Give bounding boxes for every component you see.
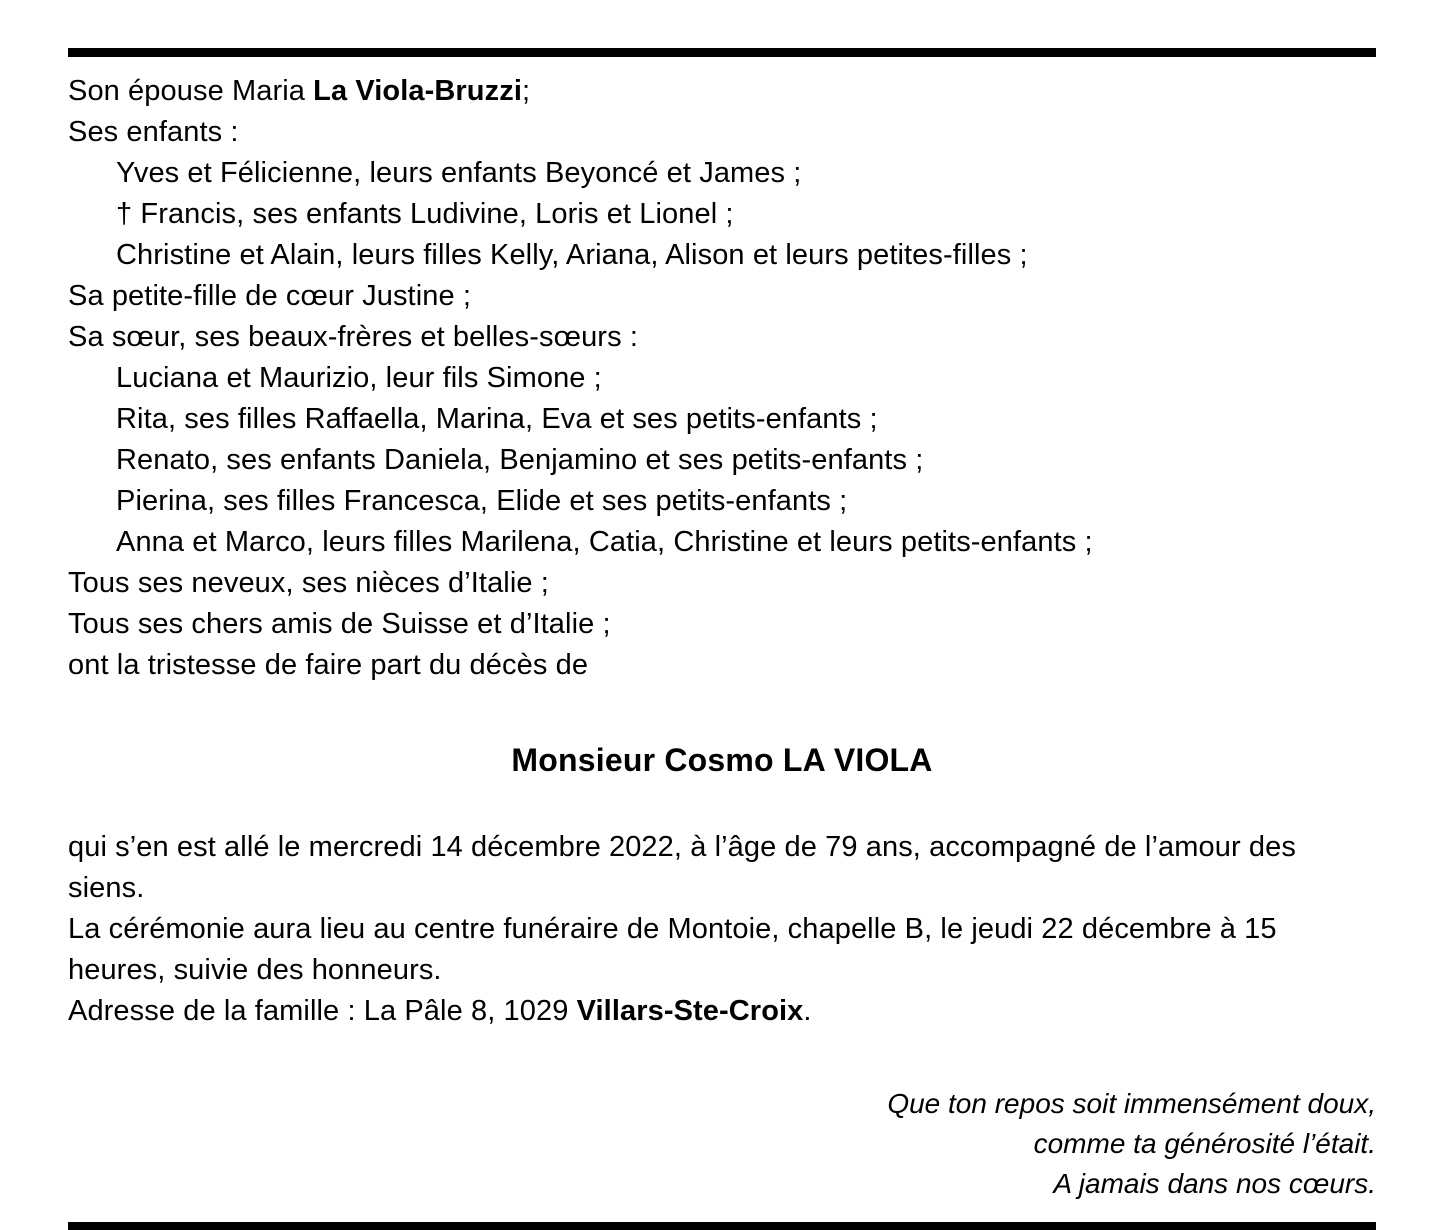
announcement-text: Adresse de la famille : La Pâle 8, 1029 (68, 995, 577, 1027)
family-line (68, 358, 1376, 399)
epitaph (68, 1084, 1376, 1204)
announcement-tail: . (803, 995, 812, 1027)
family-list (68, 71, 1376, 686)
announcement-text: La cérémonie aura lieu au centre funéraire de Montoie, chapelle B, le jeudi 22 décembre à 15 heures, suivie des honneurs. (68, 913, 1285, 986)
announcement-line (68, 827, 1376, 909)
family-line-text: Ses enfants : (68, 116, 239, 148)
announcement-line (68, 991, 1376, 1032)
family-line-text: † Francis, ses enfants Ludivine, Loris et Lionel ; (116, 198, 734, 230)
family-line (68, 112, 1376, 153)
family-line (68, 153, 1376, 194)
family-line-text: Rita, ses filles Raffaella, Marina, Eva et ses petits-enfants ; (116, 403, 878, 435)
deceased-name: Monsieur Cosmo LA VIOLA (511, 742, 933, 778)
family-line-text: ont la tristesse de faire part du décès de (68, 649, 589, 681)
epitaph-line: Que ton repos soit immensément doux, (887, 1088, 1376, 1119)
epitaph-line: A jamais dans nos cœurs. (1053, 1168, 1376, 1199)
family-line (68, 317, 1376, 358)
family-line (68, 399, 1376, 440)
family-line (68, 71, 1376, 112)
family-line-text: Luciana et Maurizio, leur fils Simone ; (116, 362, 602, 394)
family-line (68, 194, 1376, 235)
family-line-text: Tous ses chers amis de Suisse et d’Italie ; (68, 608, 611, 640)
family-line-text: Sa petite-fille de cœur Justine ; (68, 280, 472, 312)
family-line-text: Renato, ses enfants Daniela, Benjamino et ses petits-enfants ; (116, 444, 924, 476)
epitaph-line: comme ta générosité l’était. (1033, 1128, 1376, 1159)
family-line (68, 276, 1376, 317)
announcement-paragraph (68, 827, 1376, 1032)
family-line-bold: La Viola-Bruzzi (313, 75, 522, 107)
family-line (68, 235, 1376, 276)
obituary-notice (0, 48, 1444, 1204)
bottom-spacer (68, 1204, 1376, 1222)
announcement-text: qui s’en est allé le mercredi 14 décembre 2022, à l’âge de 79 ans, accompagné de l’amour des siens. (68, 831, 1305, 904)
bottom-divider (68, 1222, 1376, 1230)
top-divider (68, 48, 1376, 57)
family-line-text: Christine et Alain, leurs filles Kelly, Ariana, Alison et leurs petites-filles ; (116, 239, 1028, 271)
family-line (68, 604, 1376, 645)
family-line-text: Tous ses neveux, ses nièces d’Italie ; (68, 567, 549, 599)
family-line-text: Sa sœur, ses beaux-frères et belles-sœurs : (68, 321, 638, 353)
family-line (68, 645, 1376, 686)
family-line (68, 522, 1376, 563)
family-line (68, 440, 1376, 481)
family-line-text: Pierina, ses filles Francesca, Elide et ses petits-enfants ; (116, 485, 848, 517)
family-line-text: Son épouse Maria (68, 75, 314, 107)
family-line-text: Yves et Félicienne, leurs enfants Beyoncé et James ; (116, 157, 802, 189)
family-line-tail: ; (521, 75, 531, 107)
notice-body (0, 57, 1444, 1222)
announcement-line (68, 909, 1376, 991)
announcement-bold: Villars-Ste-Croix (576, 995, 804, 1027)
family-line (68, 481, 1376, 522)
family-line (68, 563, 1376, 604)
family-line-text: Anna et Marco, leurs filles Marilena, Catia, Christine et leurs petits-enfants ; (116, 526, 1093, 558)
